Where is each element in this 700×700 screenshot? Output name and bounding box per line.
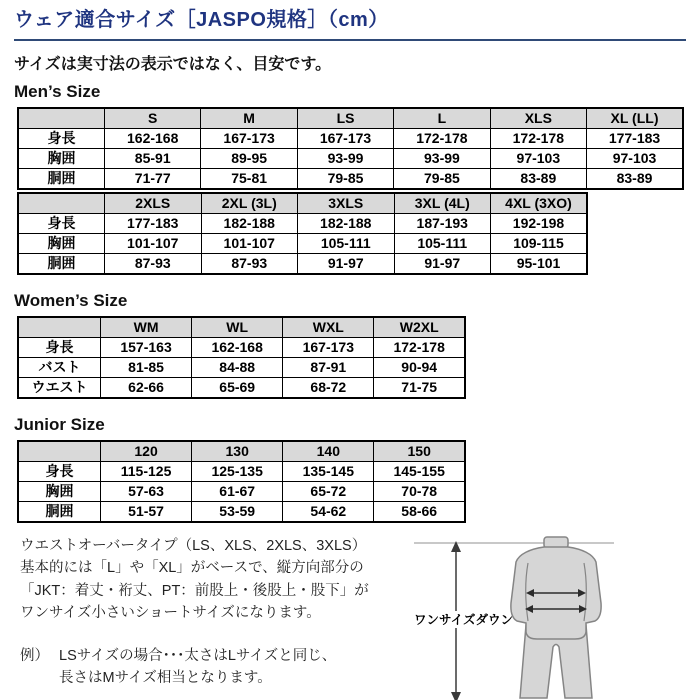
column-header: 130 bbox=[192, 441, 283, 462]
table-row bbox=[18, 169, 683, 190]
size-cell: 167-173 bbox=[201, 129, 297, 149]
column-header: S bbox=[105, 108, 201, 129]
junior-size-table bbox=[17, 440, 466, 523]
row-label: 身長 bbox=[18, 338, 101, 358]
size-cell: 115-125 bbox=[101, 462, 192, 482]
table-row bbox=[18, 358, 465, 378]
header-row bbox=[18, 108, 683, 129]
row-label: 胸囲 bbox=[18, 149, 105, 169]
size-cell: 101-107 bbox=[201, 234, 298, 254]
column-header: 3XLS bbox=[298, 193, 395, 214]
size-cell: 81-85 bbox=[101, 358, 192, 378]
suit-figure bbox=[511, 537, 601, 698]
column-header: WL bbox=[192, 317, 283, 338]
size-cell: 101-107 bbox=[105, 234, 202, 254]
size-cell: 145-155 bbox=[374, 462, 465, 482]
column-header: 2XLS bbox=[105, 193, 202, 214]
size-cell: 85-91 bbox=[105, 149, 201, 169]
mens-size-table-2 bbox=[17, 192, 588, 275]
size-cell: 65-72 bbox=[283, 482, 374, 502]
corner-cell bbox=[18, 441, 101, 462]
size-cell: 97-103 bbox=[587, 149, 683, 169]
row-label: バスト bbox=[18, 358, 101, 378]
size-cell: 162-168 bbox=[192, 338, 283, 358]
column-header: XL (LL) bbox=[587, 108, 683, 129]
row-label: 胴囲 bbox=[18, 169, 105, 190]
size-cell: 51-57 bbox=[101, 502, 192, 523]
size-cell: 53-59 bbox=[192, 502, 283, 523]
example-line-1: LSサイズの場合･･･太さはLサイズと同じ、 bbox=[59, 647, 337, 664]
column-header: 4XL (3XO) bbox=[491, 193, 588, 214]
junior-size-heading: Junior Size bbox=[14, 415, 105, 434]
size-down-illustration bbox=[414, 535, 686, 700]
size-cell: 105-111 bbox=[394, 234, 491, 254]
row-label: 胴囲 bbox=[18, 254, 105, 275]
row-label: 胸囲 bbox=[18, 482, 101, 502]
subtitle: サイズは実寸法の表示ではなく、目安です。 bbox=[14, 56, 332, 73]
note-line-2: 基本的には「L」や「XL」がベースで、縦方向部分の bbox=[20, 560, 364, 577]
column-header: 120 bbox=[101, 441, 192, 462]
row-label: 胸囲 bbox=[18, 234, 105, 254]
one-size-down-label: ワンサイズダウン bbox=[414, 613, 514, 627]
size-cell: 83-89 bbox=[587, 169, 683, 190]
mens-size-heading: Men’s Size bbox=[14, 82, 101, 101]
size-cell: 97-103 bbox=[490, 149, 586, 169]
table-row bbox=[18, 149, 683, 169]
column-header: W2XL bbox=[374, 317, 465, 338]
size-cell: 65-69 bbox=[192, 378, 283, 399]
size-cell: 157-163 bbox=[101, 338, 192, 358]
size-cell: 61-67 bbox=[192, 482, 283, 502]
column-header: L bbox=[394, 108, 490, 129]
table-row bbox=[18, 129, 683, 149]
page-title: ウェア適合サイズ［JASPO規格］（cm） bbox=[14, 8, 686, 41]
size-cell: 177-183 bbox=[105, 214, 202, 234]
size-cell: 135-145 bbox=[283, 462, 374, 482]
size-cell: 91-97 bbox=[298, 254, 395, 275]
size-cell: 71-75 bbox=[374, 378, 465, 399]
size-cell: 93-99 bbox=[297, 149, 393, 169]
size-cell: 68-72 bbox=[283, 378, 374, 399]
table-row bbox=[18, 462, 465, 482]
table-row bbox=[18, 482, 465, 502]
column-header: 140 bbox=[283, 441, 374, 462]
note-line-4: ワンサイズ小さいショートサイズになります。 bbox=[20, 605, 321, 622]
size-cell: 95-101 bbox=[491, 254, 588, 275]
example-line-2: 長さはMサイズ相当となります。 bbox=[59, 670, 272, 687]
table-row bbox=[18, 502, 465, 523]
size-cell: 87-91 bbox=[283, 358, 374, 378]
size-cell: 177-183 bbox=[587, 129, 683, 149]
size-cell: 162-168 bbox=[105, 129, 201, 149]
note-line-1: ウエストオーバータイプ（LS、XLS、2XLS、3XLS） bbox=[20, 538, 367, 554]
row-label: ウエスト bbox=[18, 378, 101, 399]
size-cell: 167-173 bbox=[283, 338, 374, 358]
size-cell: 84-88 bbox=[192, 358, 283, 378]
note-line-3: 「JKT：着丈・裄丈、PT：前股上・後股上・股下」が bbox=[20, 582, 369, 599]
column-header: XLS bbox=[490, 108, 586, 129]
column-header: LS bbox=[297, 108, 393, 129]
womens-size-heading: Women’s Size bbox=[14, 291, 128, 310]
size-cell: 182-188 bbox=[201, 214, 298, 234]
size-cell: 93-99 bbox=[394, 149, 490, 169]
size-cell: 87-93 bbox=[201, 254, 298, 275]
size-cell: 105-111 bbox=[298, 234, 395, 254]
example-note bbox=[20, 645, 406, 690]
size-cell: 125-135 bbox=[192, 462, 283, 482]
column-header: 3XL (4L) bbox=[394, 193, 491, 214]
example-text bbox=[59, 645, 336, 690]
row-label: 身長 bbox=[18, 462, 101, 482]
size-cell: 79-85 bbox=[394, 169, 490, 190]
size-cell: 90-94 bbox=[374, 358, 465, 378]
example-prefix: 例） bbox=[20, 647, 49, 664]
size-cell: 87-93 bbox=[105, 254, 202, 275]
header-row bbox=[18, 317, 465, 338]
size-cell: 167-173 bbox=[297, 129, 393, 149]
header-row bbox=[18, 441, 465, 462]
row-label: 身長 bbox=[18, 214, 105, 234]
table-row bbox=[18, 378, 465, 399]
size-cell: 182-188 bbox=[298, 214, 395, 234]
corner-cell bbox=[18, 108, 105, 129]
table-row bbox=[18, 214, 587, 234]
row-label: 身長 bbox=[18, 129, 105, 149]
size-cell: 71-77 bbox=[105, 169, 201, 190]
size-cell: 89-95 bbox=[201, 149, 297, 169]
column-header: 150 bbox=[374, 441, 465, 462]
bottom-section bbox=[14, 535, 686, 700]
size-cell: 187-193 bbox=[394, 214, 491, 234]
mens-size-table-1 bbox=[17, 107, 684, 190]
size-cell: 57-63 bbox=[101, 482, 192, 502]
table-row bbox=[18, 254, 587, 275]
size-cell: 83-89 bbox=[490, 169, 586, 190]
column-header: M bbox=[201, 108, 297, 129]
header-row bbox=[18, 193, 587, 214]
corner-cell bbox=[18, 193, 105, 214]
size-cell: 91-97 bbox=[394, 254, 491, 275]
size-cell: 79-85 bbox=[297, 169, 393, 190]
column-header: WXL bbox=[283, 317, 374, 338]
size-cell: 172-178 bbox=[394, 129, 490, 149]
size-cell: 54-62 bbox=[283, 502, 374, 523]
corner-cell bbox=[18, 317, 101, 338]
notes-text bbox=[20, 535, 406, 689]
table-row bbox=[18, 234, 587, 254]
size-cell: 75-81 bbox=[201, 169, 297, 190]
size-cell: 172-178 bbox=[490, 129, 586, 149]
column-header: WM bbox=[101, 317, 192, 338]
size-cell: 192-198 bbox=[491, 214, 588, 234]
size-cell: 58-66 bbox=[374, 502, 465, 523]
size-cell: 62-66 bbox=[101, 378, 192, 399]
column-header: 2XL (3L) bbox=[201, 193, 298, 214]
womens-size-table bbox=[17, 316, 466, 399]
size-cell: 109-115 bbox=[491, 234, 588, 254]
size-cell: 70-78 bbox=[374, 482, 465, 502]
size-cell: 172-178 bbox=[374, 338, 465, 358]
table-row bbox=[18, 338, 465, 358]
row-label: 胴囲 bbox=[18, 502, 101, 523]
